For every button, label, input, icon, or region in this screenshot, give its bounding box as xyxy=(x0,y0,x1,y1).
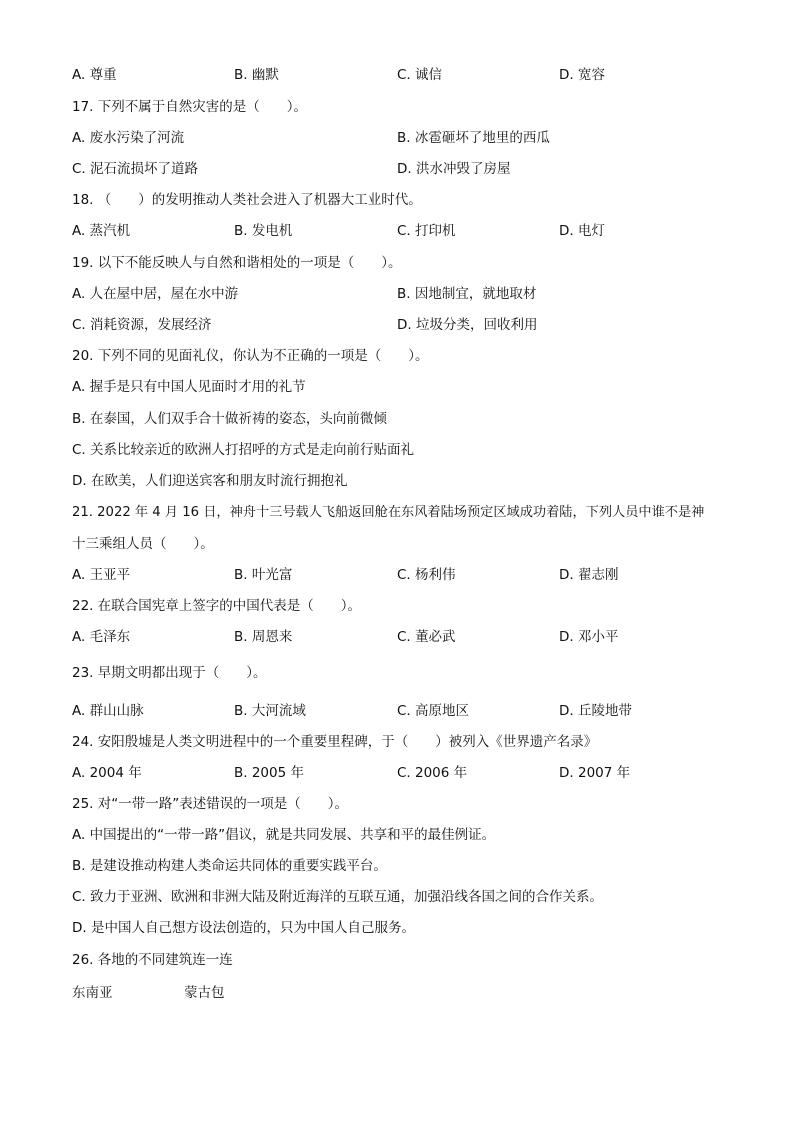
q17-option-b: B. 冰雹砸坏了地里的西瓜 xyxy=(397,130,550,146)
q24-option-d: D. 2007 年 xyxy=(559,765,631,781)
q16-option-d: D. 宽容 xyxy=(559,67,605,83)
q24-option-b: B. 2005 年 xyxy=(234,765,304,781)
q25-option-c: C. 致力于亚洲、欧洲和非洲大陆及附近海洋的互联互通，加强沿线各国之间的合作关系。 xyxy=(72,889,604,905)
q24-option-c: C. 2006 年 xyxy=(397,765,468,781)
q21-option-c: C. 杨利伟 xyxy=(397,567,456,583)
q19-option-b: B. 因地制宜，就地取材 xyxy=(397,286,537,302)
q16-option-a: A. 尊重 xyxy=(72,67,117,83)
q21-stem-line1: 21. 2022 年 4 月 16 日，神舟十三号载人飞船返回舱在东风着陆场预定区域成功着陆，下列人员中谁不是神 xyxy=(72,505,705,520)
q22-option-d: D. 邓小平 xyxy=(559,629,619,645)
q23-stem: 23. 早期文明都出现于（ ）。 xyxy=(72,665,267,681)
q20-stem: 20. 下列不同的见面礼仪，你认为不正确的一项是（ ）。 xyxy=(72,348,429,364)
q23-option-d: D. 丘陵地带 xyxy=(559,703,632,719)
q23-option-a: A. 群山山脉 xyxy=(72,703,144,719)
q24-stem: 24. 安阳殷墟是人类文明进程中的一个重要里程碑，于（ ）被列入《世界遗产名录》 xyxy=(72,734,598,750)
q20-option-c: C. 关系比较亲近的欧洲人打招呼的方式是走向前行贴面礼 xyxy=(72,442,415,458)
q21-option-d: D. 翟志刚 xyxy=(559,567,619,583)
q20-option-b: B. 在泰国，人们双手合十做祈祷的姿态，头向前微倾 xyxy=(72,411,387,427)
q23-option-c: C. 高原地区 xyxy=(397,703,470,719)
q19-option-c: C. 消耗资源，发展经济 xyxy=(72,317,212,333)
q20-option-a: A. 握手是只有中国人见面时才用的礼节 xyxy=(72,379,306,395)
q21-stem-line2: 十三乘组人员（ ）。 xyxy=(72,536,214,552)
q25-stem: 25. 对“一带一路”表述错误的一项是（ ）。 xyxy=(72,796,348,812)
q22-stem: 22. 在联合国宪章上签字的中国代表是（ ）。 xyxy=(72,598,362,614)
q19-stem: 19. 以下不能反映人与自然和谐相处的一项是（ ）。 xyxy=(72,255,402,271)
q26-left-item: 东南亚 xyxy=(72,985,113,1001)
q16-option-b: B. 幽默 xyxy=(234,67,279,83)
q25-option-b: B. 是建设推动构建人类命运共同体的重要实践平台。 xyxy=(72,858,387,874)
q25-option-a: A. 中国提出的“一带一路”倡议，就是共同发展、共享和平的最佳例证。 xyxy=(72,827,496,843)
q17-option-a: A. 废水污染了河流 xyxy=(72,130,185,146)
q21-option-b: B. 叶光富 xyxy=(234,567,293,583)
q22-option-b: B. 周恩来 xyxy=(234,629,293,645)
q17-option-d: D. 洪水冲毁了房屋 xyxy=(397,161,511,177)
q22-option-c: C. 董必武 xyxy=(397,629,456,645)
q21-option-a: A. 王亚平 xyxy=(72,567,131,583)
q18-option-b: B. 发电机 xyxy=(234,223,293,239)
q20-option-d: D. 在欧美，人们迎送宾客和朋友时流行拥抱礼 xyxy=(72,473,348,489)
q24-option-a: A. 2004 年 xyxy=(72,765,142,781)
q22-option-a: A. 毛泽东 xyxy=(72,629,131,645)
q17-stem: 17. 下列不属于自然灾害的是（ ）。 xyxy=(72,99,308,115)
q16-option-c: C. 诚信 xyxy=(397,67,443,83)
q23-option-b: B. 大河流域 xyxy=(234,703,306,719)
q17-option-c: C. 泥石流损坏了道路 xyxy=(72,161,199,177)
q18-option-c: C. 打印机 xyxy=(397,223,456,239)
q25-option-d: D. 是中国人自己想方设法创造的，只为中国人自己服务。 xyxy=(72,920,415,936)
q26-stem: 26. 各地的不同建筑连一连 xyxy=(72,952,233,968)
q26-right-item: 蒙古包 xyxy=(184,985,225,1001)
q18-option-a: A. 蒸汽机 xyxy=(72,223,131,239)
q19-option-a: A. 人在屋中居，屋在水中游 xyxy=(72,286,239,302)
q18-stem: 18. （ ）的发明推动人类社会进入了机器大工业时代。 xyxy=(72,192,422,208)
q19-option-d: D. 垃圾分类，回收利用 xyxy=(397,317,538,333)
q18-option-d: D. 电灯 xyxy=(559,223,605,239)
